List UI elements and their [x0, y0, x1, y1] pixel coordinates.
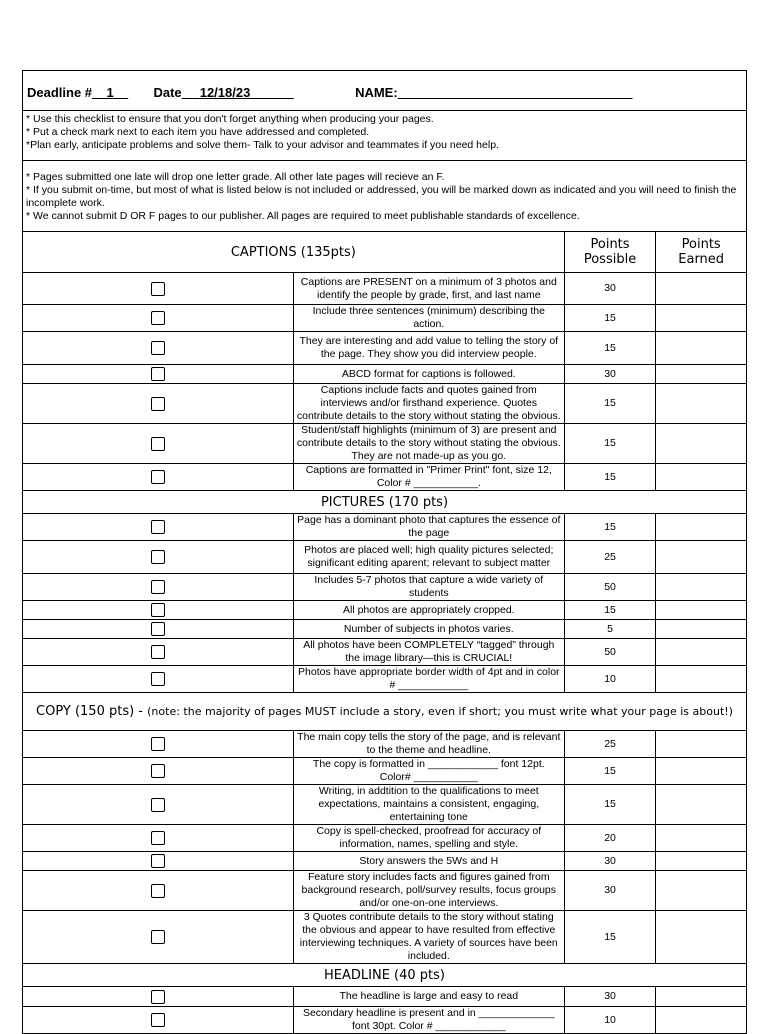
- instruction-line: * Put a check mark next to each item you have addressed and completed.: [26, 126, 370, 138]
- points-earned-field[interactable]: [656, 384, 747, 424]
- points-possible: 30: [564, 852, 656, 871]
- captions-header-row: [23, 232, 747, 273]
- checklist-row: [23, 365, 747, 384]
- checklist-row: [23, 731, 747, 758]
- section-title: HEADLINE (40 pts): [23, 964, 747, 987]
- points-earned-field[interactable]: [656, 514, 747, 541]
- points-possible: 15: [564, 332, 656, 365]
- policies-block: [22, 160, 747, 231]
- checkbox-cell: [23, 365, 294, 384]
- points-possible-header: Points Possible: [564, 232, 656, 273]
- checkbox[interactable]: [151, 311, 165, 325]
- checkbox[interactable]: [151, 930, 165, 944]
- points-possible: 30: [564, 871, 656, 911]
- checklist-page: [22, 70, 747, 1034]
- checklist-row: [23, 911, 747, 964]
- points-earned-header: Points Earned: [656, 232, 747, 273]
- checkbox[interactable]: [151, 764, 165, 778]
- checkbox-cell: [23, 574, 294, 601]
- points-earned-field[interactable]: [656, 424, 747, 464]
- checklist-row: [23, 1007, 747, 1034]
- deadline-value: 1: [106, 85, 114, 100]
- checkbox-cell: [23, 514, 294, 541]
- checkbox[interactable]: [151, 603, 165, 617]
- points-earned-field[interactable]: [656, 731, 747, 758]
- checkbox-cell: [23, 911, 294, 964]
- instruction-line: * Use this checklist to ensure that you don't forget anything when producing your pages.: [26, 113, 434, 125]
- checkbox[interactable]: [151, 341, 165, 355]
- checkbox-cell: [23, 541, 294, 574]
- checklist-row: [23, 424, 747, 464]
- section-note: (note: the majority of pages MUST include a story, even if short; you must write what your page is about!): [147, 704, 733, 718]
- points-earned-field[interactable]: [656, 574, 747, 601]
- item-description: Secondary headline is present and in _____________ font 30pt. Color # ____________: [293, 1007, 564, 1034]
- checkbox[interactable]: [151, 282, 165, 296]
- checkbox-cell: [23, 1007, 294, 1034]
- checkbox[interactable]: [151, 990, 165, 1004]
- checkbox[interactable]: [151, 798, 165, 812]
- checkbox[interactable]: [151, 550, 165, 564]
- checkbox[interactable]: [151, 737, 165, 751]
- points-possible: 15: [564, 911, 656, 964]
- points-earned-field[interactable]: [656, 825, 747, 852]
- item-description: Captions include facts and quotes gained from interviews and/or firsthand experience. Quotes contribute details to the story without stating the obvious.: [293, 384, 564, 424]
- date-label: Date: [153, 85, 182, 100]
- checkbox-cell: [23, 620, 294, 639]
- name-field[interactable]: [398, 85, 633, 100]
- checklist-row: [23, 305, 747, 332]
- checkbox-cell: [23, 666, 294, 693]
- points-earned-field[interactable]: [656, 365, 747, 384]
- checklist-row: [23, 987, 747, 1007]
- section-title-text: COPY (150 pts) -: [36, 703, 143, 719]
- item-description: Include three sentences (minimum) describing the action.: [293, 305, 564, 332]
- checkbox-cell: [23, 731, 294, 758]
- checklist-table: [22, 231, 747, 1034]
- points-possible: 25: [564, 541, 656, 574]
- checklist-row: [23, 620, 747, 639]
- points-earned-field[interactable]: [656, 601, 747, 620]
- copy-header-row: [23, 693, 747, 731]
- checkbox-cell: [23, 639, 294, 666]
- checkbox[interactable]: [151, 397, 165, 411]
- section-title: PICTURES (170 pts): [23, 491, 747, 514]
- checkbox[interactable]: [151, 437, 165, 451]
- section-title: [23, 693, 747, 731]
- points-possible: 30: [564, 365, 656, 384]
- points-earned-field[interactable]: [656, 332, 747, 365]
- instructions-block: [22, 110, 747, 160]
- deadline-label: Deadline #: [27, 85, 93, 100]
- checkbox[interactable]: [151, 884, 165, 898]
- points-earned-field[interactable]: [656, 305, 747, 332]
- checkbox-cell: [23, 424, 294, 464]
- checkbox-cell: [23, 987, 294, 1007]
- points-earned-field[interactable]: [656, 1007, 747, 1034]
- headline-header-row: [23, 964, 747, 987]
- instruction-line: *Plan early, anticipate problems and solve them- Talk to your advisor and teammates if you need help.: [26, 139, 499, 151]
- checkbox[interactable]: [151, 580, 165, 594]
- points-possible: 15: [564, 758, 656, 785]
- points-earned-field[interactable]: [656, 871, 747, 911]
- section-title: CAPTIONS (135pts): [23, 232, 565, 273]
- item-description: The main copy tells the story of the page, and is relevant to the theme and headline.: [293, 731, 564, 758]
- points-earned-field[interactable]: [656, 620, 747, 639]
- points-earned-field[interactable]: [656, 639, 747, 666]
- checklist-row: [23, 464, 747, 491]
- item-description: The headline is large and easy to read: [293, 987, 564, 1007]
- item-description: Page has a dominant photo that captures the essence of the page: [293, 514, 564, 541]
- checklist-row: [23, 273, 747, 305]
- points-earned-field[interactable]: [656, 758, 747, 785]
- policy-line: * If you submit on-time, but most of what is listed below is not included or addressed, you will be marked down as indicated and you will need to finish the incomplete work.: [26, 184, 737, 209]
- item-description: Copy is spell-checked, proofread for accuracy of information, names, spelling and style.: [293, 825, 564, 852]
- name-label: NAME:: [355, 85, 398, 100]
- points-possible: 5: [564, 620, 656, 639]
- item-description: All photos are appropriately cropped.: [293, 601, 564, 620]
- points-possible: 30: [564, 987, 656, 1007]
- checkbox[interactable]: [151, 854, 165, 868]
- points-possible: 50: [564, 639, 656, 666]
- points-possible: 15: [564, 384, 656, 424]
- points-earned-field[interactable]: [656, 666, 747, 693]
- checkbox-cell: [23, 871, 294, 911]
- checkbox[interactable]: [151, 645, 165, 659]
- checklist-row: [23, 871, 747, 911]
- points-earned-field[interactable]: [656, 273, 747, 305]
- checkbox[interactable]: [151, 1013, 165, 1027]
- checklist-row: [23, 601, 747, 620]
- item-description: Number of subjects in photos varies.: [293, 620, 564, 639]
- points-possible: 15: [564, 464, 656, 491]
- item-description: Includes 5-7 photos that capture a wide variety of students: [293, 574, 564, 601]
- checklist-row: [23, 574, 747, 601]
- checklist-row: [23, 384, 747, 424]
- date-value: 12/18/23: [199, 85, 251, 100]
- pictures-header-row: [23, 491, 747, 514]
- points-earned-field[interactable]: [656, 464, 747, 491]
- checkbox-cell: [23, 384, 294, 424]
- policy-line: * We cannot submit D OR F pages to our publisher. All pages are required to meet publishable standards of excellence.: [26, 210, 580, 222]
- checklist-row: [23, 514, 747, 541]
- item-description: Feature story includes facts and figures gained from background research, poll/survey results, focus groups and/or one-on-one interviews.: [293, 871, 564, 911]
- item-description: Photos have appropriate border width of 4pt and in color # ____________: [293, 666, 564, 693]
- checkbox[interactable]: [151, 622, 165, 636]
- points-possible: 10: [564, 1007, 656, 1034]
- item-description: All photos have been COMPLETELY “tagged” through the image library—this is CRUCIAL!: [293, 639, 564, 666]
- deadline-header: [22, 70, 747, 110]
- checklist-row: [23, 758, 747, 785]
- checkbox-cell: [23, 332, 294, 365]
- checkbox-cell: [23, 758, 294, 785]
- checkbox-cell: [23, 825, 294, 852]
- points-earned-field[interactable]: [656, 852, 747, 871]
- item-description: They are interesting and add value to telling the story of the page. They show you did interview people.: [293, 332, 564, 365]
- points-earned-field[interactable]: [656, 911, 747, 964]
- points-possible: 15: [564, 514, 656, 541]
- checkbox[interactable]: [151, 520, 165, 534]
- item-description: The copy is formatted in ____________ font 12pt. Color# ___________: [293, 758, 564, 785]
- checklist-row: [23, 852, 747, 871]
- item-description: Photos are placed well; high quality pictures selected; significant editing aparent; relevant to subject matter: [293, 541, 564, 574]
- checkbox[interactable]: [151, 367, 165, 381]
- points-earned-field[interactable]: [656, 785, 747, 825]
- checkbox-cell: [23, 273, 294, 305]
- checkbox[interactable]: [151, 470, 165, 484]
- points-possible: 25: [564, 731, 656, 758]
- checkbox[interactable]: [151, 672, 165, 686]
- checkbox-cell: [23, 601, 294, 620]
- checklist-row: [23, 332, 747, 365]
- checkbox-cell: [23, 305, 294, 332]
- points-earned-field[interactable]: [656, 987, 747, 1007]
- checklist-row: [23, 541, 747, 574]
- points-possible: 15: [564, 785, 656, 825]
- item-description: Story answers the 5Ws and H: [293, 852, 564, 871]
- checklist-row: [23, 666, 747, 693]
- checklist-row: [23, 785, 747, 825]
- points-possible: 20: [564, 825, 656, 852]
- checkbox-cell: [23, 464, 294, 491]
- item-description: Captions are formatted in "Primer Print" font, size 12, Color # ___________.: [293, 464, 564, 491]
- checklist-row: [23, 825, 747, 852]
- policy-line: * Pages submitted one late will drop one letter grade. All other late pages will recieve an F.: [26, 171, 445, 183]
- checkbox-cell: [23, 785, 294, 825]
- item-description: ABCD format for captions is followed.: [293, 365, 564, 384]
- checklist-row: [23, 639, 747, 666]
- points-earned-field[interactable]: [656, 541, 747, 574]
- points-possible: 50: [564, 574, 656, 601]
- points-possible: 30: [564, 273, 656, 305]
- item-description: Captions are PRESENT on a minimum of 3 photos and identify the people by grade, first, and last name: [293, 273, 564, 305]
- points-possible: 10: [564, 666, 656, 693]
- checkbox-cell: [23, 852, 294, 871]
- item-description: Writing, in addtition to the qualifications to meet expectations, maintains a consistent, engaging, entertaining tone: [293, 785, 564, 825]
- checkbox[interactable]: [151, 831, 165, 845]
- points-possible: 15: [564, 424, 656, 464]
- item-description: 3 Quotes contribute details to the story without stating the obvious and appear to have resulted from effective interviewing techniques. A variety of sources have been included.: [293, 911, 564, 964]
- item-description: Student/staff highlights (minimum of 3) are present and contribute details to the story without stating the obvious. They are not made-up as you go.: [293, 424, 564, 464]
- points-possible: 15: [564, 305, 656, 332]
- points-possible: 15: [564, 601, 656, 620]
